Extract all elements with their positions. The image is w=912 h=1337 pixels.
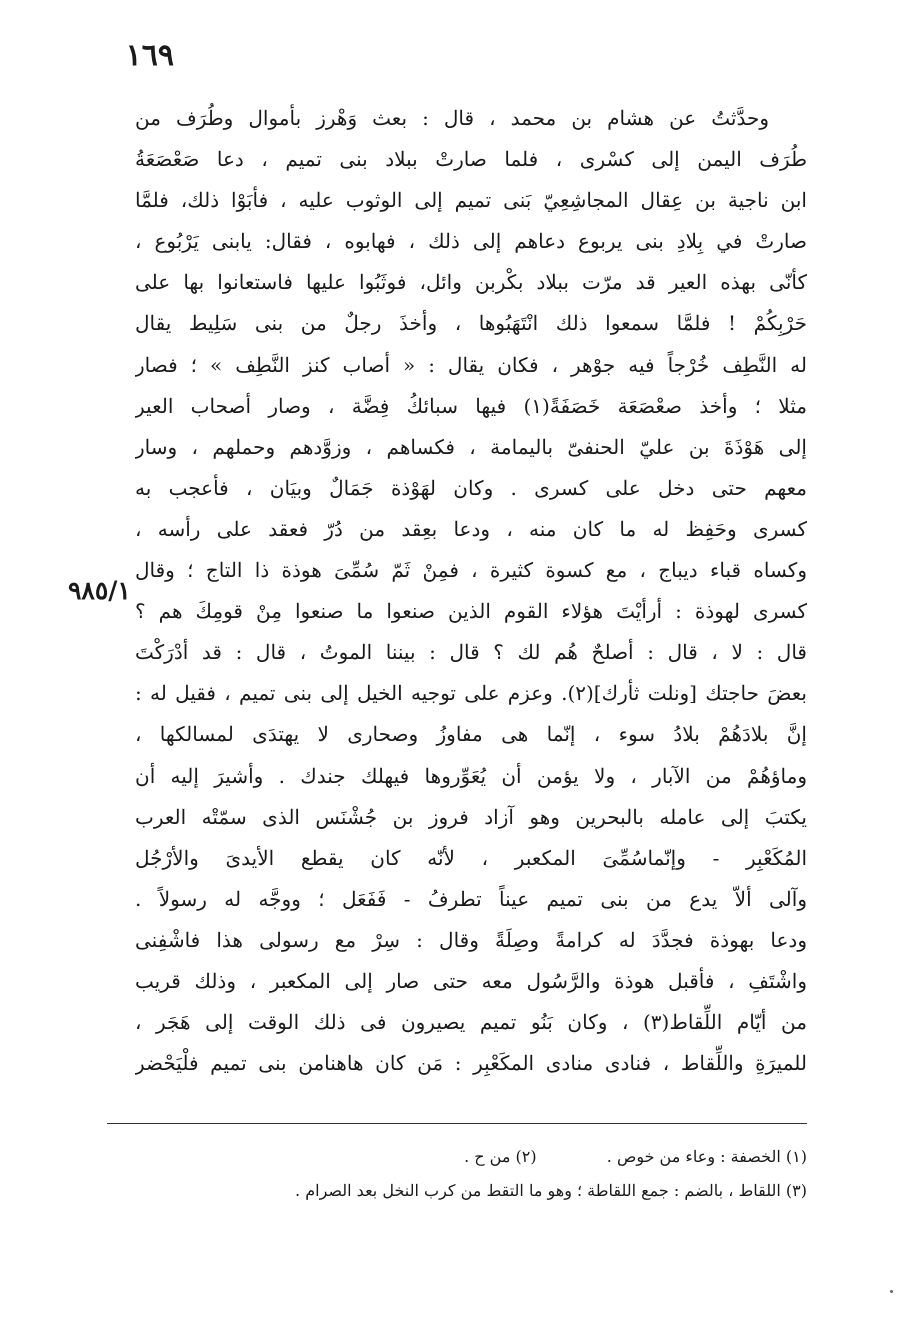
text-line: حَرْبِكُمْ ! فلمَّا سمعوا ذلك انْتَهَبُوها ، وأخذَ رجلٌ من بنى سَلِيط يقال [135, 311, 807, 336]
footnote-3: (٣) اللقاط ، بالضم : جمع اللقاطة ؛ وهو ما التقط من كرب النخل بعد الصرام . [295, 1181, 807, 1200]
text-line: ودعا بهوذة فجدَّدَ له كرامةً وصِلَةً وقال : سِرْ مع رسولى هذا فاشْفِنى [135, 927, 807, 952]
text-line: المُكَعْبِر - وإنّماسُمِّىَ المكعبر ، لأنّه كان يقطع الأيدىَ والأرْجُل [135, 845, 807, 870]
margin-reference: ٩٨٥/١ [68, 576, 131, 605]
footnote-row [107, 1140, 807, 1174]
footnote-1: (١) الخصفة : وعاء من خوص . [606, 1147, 807, 1166]
text-line: من أيّام اللِّقاط(٣) ، وكان بَنُو تميم يصيرون فى ذلك الوقت إلى هَجَر ، [135, 1010, 807, 1035]
text-line: صارتْ في بِلادِ بنى يربوع دعاهم إلى ذلك ، فهابوه ، فقال: يابنى يَرْبُوع ، [135, 229, 807, 254]
text-line: بعضَ حاجتك [ونلت ثأرك](٢). وعزم على توجيه الخيل إلى بنى تميم ، فقيل له : [135, 681, 807, 706]
text-line: وكساه قباء ديباج ، مع كسوة كثيرة ، فمِنْ ثَمّ سُمِّىَ هوذة ذا التاج ؛ وقال [135, 558, 807, 583]
footnotes [107, 1140, 807, 1208]
text-line: ابن ناجية بن عِقال المجاشِعِيّ بَنى تميم إلى الوثوب عليه ، فأبَوْا ذلك، فلمَّا [135, 188, 807, 213]
text-line: للميرَةِ واللِّقاط ، فنادى منادى المكَعْبِر : مَن كان هاهنامن بنى تميم فلْيَحْضر [135, 1051, 807, 1076]
text-line: يكتبَ إلى عامله بالبحرين وهو آزاد فروز بن جُشْنَس الذى سمّتْه العرب [135, 804, 807, 829]
text-line: معهم حتى دخل على كسرى . وكان لهَوْذة جَمَالٌ وبيَان ، فأعجب به [135, 475, 807, 500]
footnote-2: (٢) من ح . [464, 1147, 537, 1166]
scan-speck [890, 1290, 893, 1293]
text-line: مثلا ؛ وأخذ صعْصَعَة خَصَفَةً(١) فيها سبائكُ فِضَّة ، وصار أصحاب العير [135, 393, 807, 418]
text-line: وماؤهُمْ من الآبار ، ولا يؤمن أن يُعَوِّروها فيهلك جندك . وأشيرَ إليه أن [135, 763, 807, 788]
text-line: إلى هَوْذَةَ بن عليّ الحنفىّ باليمامة ، فكساهم ، وزوَّدهم وحملهم ، وسار [135, 434, 807, 459]
text-line: كسرى لهوذة : أرأيْتَ هؤلاء القوم الذين صنعوا ما صنعوا مِنْ قومِكَ هم ؟ [135, 599, 807, 624]
text-line: إنَّ بلادَهُمْ بلادُ سوء ، إنّما هى مفاوزُ وصحارى لا يهتدَى لمسالكها ، [135, 722, 807, 747]
text-line: كسرى وحَفِظ له ما كان منه ، ودعا بعِقد من دُرّ فعقد على رأسه ، [135, 516, 807, 541]
text-line: له النَّطِف خُرْجاً فيه جوْهر ، فكان يقال : « أصاب كنز النَّطِف » ؛ فصار [135, 352, 807, 377]
text-line: وآلى ألاّ يدع من بنى تميم عيناً تطرفُ - فَفَعَل ؛ ووجَّه له رسولاً . [135, 886, 807, 911]
footnote-divider [107, 1123, 807, 1124]
body-text [135, 98, 807, 1084]
text-line: قال : لا ، قال : أصلحٌ هُم لك ؟ قال : بيننا الموتُ ، قال : قد أدْرَكْتَ [135, 640, 807, 665]
text-line: واشْتَفِ ، فأقبل هوذة والرَّسُول معه حتى صار إلى المكعبر ، وذلك قريب [135, 968, 807, 993]
text-line: وحدَّثتُ عن هشام بن محمد ، قال : بعث وَهْرز بأموال وطُرَف من [135, 106, 769, 130]
text-line: طُرَف اليمن إلى كسْرى ، فلما صارتْ ببلاد بنى تميم ، دعا صَعْصَعَةُ [135, 147, 807, 172]
page-number: ١٦٩ [125, 38, 174, 73]
text-line: كأنّى بهذه العير قد مرّت ببلاد بكْربن وائل، فوثَبُوا عليها فاستعانوا بها على [135, 270, 807, 295]
footnote-row [107, 1174, 807, 1208]
